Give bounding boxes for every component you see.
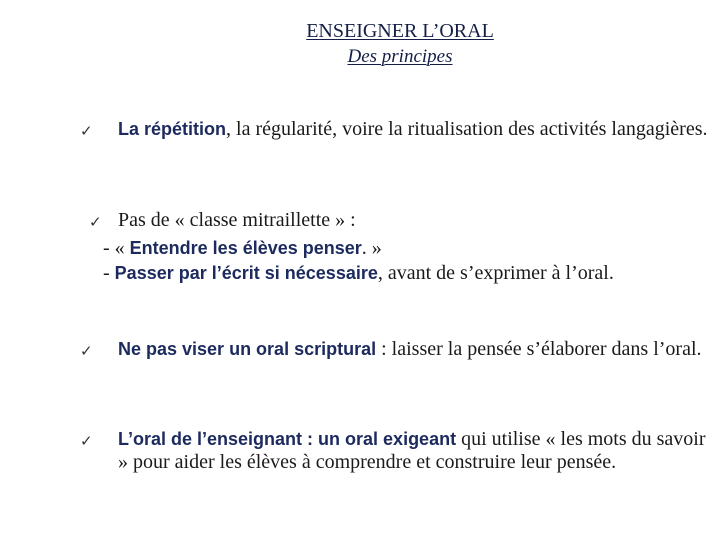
bullet-text bbox=[118, 338, 716, 361]
bullet-text bbox=[118, 118, 716, 141]
bullet-sub-item-2 bbox=[103, 262, 614, 285]
bullet-item-4 bbox=[80, 428, 716, 474]
sub-item-bold-text: Passer par l’écrit si nécessaire bbox=[114, 263, 378, 283]
page-subtitle: Des principes bbox=[347, 46, 453, 67]
check-mark-icon: ✓ bbox=[80, 122, 93, 140]
bullet-item-2 bbox=[80, 209, 716, 232]
sub-item-prefix: - bbox=[103, 262, 115, 284]
bullet-bold-text: L’oral de l’enseignant : un oral exigeant bbox=[118, 429, 457, 449]
bullet-item-1 bbox=[80, 118, 716, 141]
bullet-bold-text: Ne pas viser un oral scriptural bbox=[118, 339, 377, 359]
check-mark-icon: ✓ bbox=[89, 213, 102, 231]
title-block bbox=[180, 18, 620, 70]
sub-item-prefix: - « bbox=[103, 237, 130, 259]
sub-item-plain-text: , avant de s’exprimer à l’oral. bbox=[377, 262, 614, 284]
bullet-plain-text: : laisser la pensée s’élaborer dans l’oral. bbox=[376, 338, 702, 360]
bullet-text: Pas de « classe mitraillette » : bbox=[118, 209, 356, 231]
check-mark-icon: ✓ bbox=[80, 432, 93, 450]
sub-item-plain-text: . » bbox=[361, 237, 382, 259]
page-title: ENSEIGNER L’ORAL bbox=[306, 20, 494, 42]
bullet-sub-item-1 bbox=[103, 237, 382, 260]
bullet-plain-text: , la régularité, voire la ritualisation des activités langagières. bbox=[226, 118, 708, 140]
bullet-item-3 bbox=[80, 338, 716, 361]
check-mark-icon: ✓ bbox=[80, 342, 93, 360]
sub-item-bold-text: Entendre les élèves penser bbox=[129, 238, 362, 258]
bullet-bold-text: La répétition bbox=[118, 119, 227, 139]
bullet-text bbox=[118, 428, 716, 474]
bullet-plain-text: qui utilise « les mots du savoir » pour aider les élèves à comprendre et construire leur pensée. bbox=[118, 428, 706, 473]
